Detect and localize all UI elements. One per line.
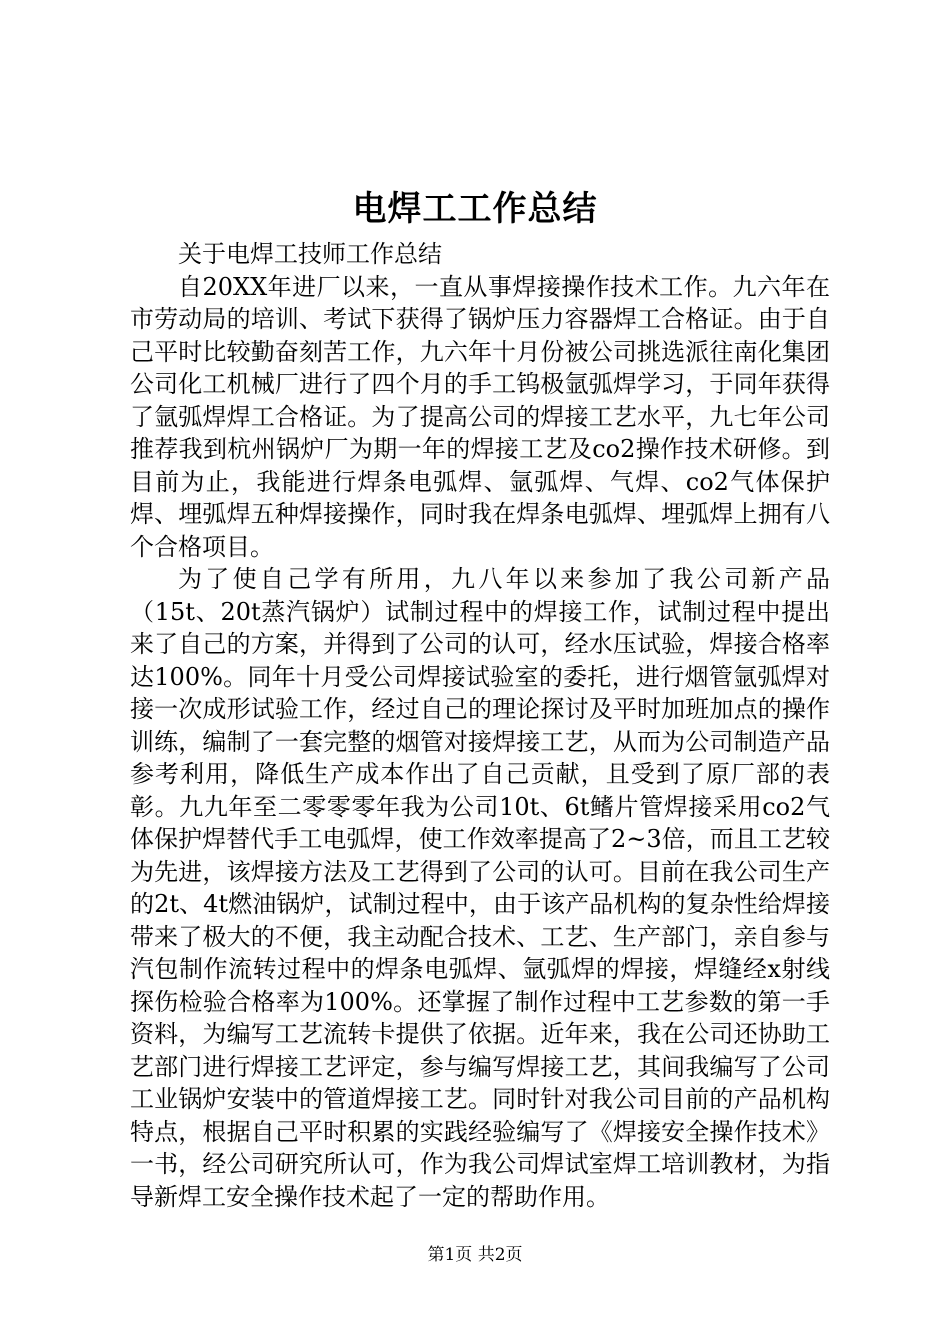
body-paragraph-2: 为了使自己学有所用，九八年以来参加了我公司新产品（15t、20t蒸汽锅炉）试制过程中的焊接工作，试制过程中提出来了自己的方案，并得到了公司的认可，经水压试验，焊接合格率达100%。同年十月受公司焊接试验室的委托，进行烟管氩弧焊对接一次成形试验工作，经过自己的理论探讨及平时加班加点的操作训练，编制了一套完整的烟管对接焊接工艺，从而为公司制造产品参考利用，降低生产成本作出了自己贡献，且受到了原厂部的表彰。九九年至二零零零年我为公司10t、6t鳍片管焊接采用co2气体保护焊替代手工电弧焊，使工作效率提高了2~3倍，而且工艺较为先进，该焊接方法及工艺得到了公司的认可。目前在我公司生产的2t、4t燃油锅炉，试制过程中，由于该产品机构的复杂性给焊接带来了极大的不便，我主动配合技术、工艺、生产部门，亲自参与汽包制作流转过程中的焊条电弧焊、氩弧焊的焊接，焊缝经x射线探伤检验合格率为100%。还掌握了制作过程中工艺参数的第一手资料，为编写工艺流转卡提供了依据。近年来，我在公司还协助工艺部门进行焊接工艺评定，参与编写焊接工艺，其间我编写了公司工业锅炉安装中的管道焊接工艺。同时针对我公司目前的产品机构特点，根据自己平时积累的实践经验编写了《焊接安全操作技术》一书，经公司研究所认可，作为我公司焊试室焊工培训教材，为指导新焊工安全操作技术起了一定的帮助作用。 [130,565,830,1211]
document-title: 电焊工工作总结 [352,189,598,229]
body-paragraph-1: 自20XX年进厂以来，一直从事焊接操作技术工作。九六年在市劳动局的培训、考试下获得了锅炉压力容器焊工合格证。由于自己平时比较勤奋刻苦工作，九六年十月份被公司挑选派往南化集团公司化工机械厂进行了四个月的手工钨极氩弧焊学习，于同年获得了氩弧焊焊工合格证。为了提高公司的焊接工艺水平，九七年公司推荐我到杭州锅炉厂为期一年的焊接工艺及co2操作技术研修。到目前为止，我能进行焊条电弧焊、氩弧焊、气焊、co2气体保护焊、埋弧焊五种焊接操作，同时我在焊条电弧焊、埋弧焊上拥有八个合格项目。 [130,272,830,561]
page-footer: 第1页 共2页 [427,1245,523,1265]
subtitle-paragraph: 关于电焊工技师工作总结 [178,240,442,268]
document-body [130,238,830,1213]
